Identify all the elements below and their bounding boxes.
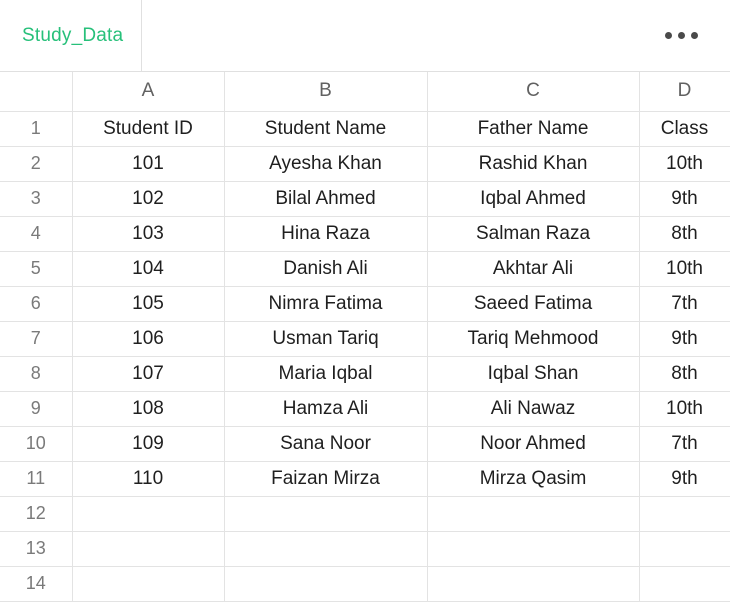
- overflow-dot-3: [691, 32, 698, 39]
- cell-b5[interactable]: Danish Ali: [224, 251, 427, 286]
- cell-c12[interactable]: [427, 496, 639, 531]
- column-header-b[interactable]: B: [224, 72, 427, 111]
- cell-c14[interactable]: [427, 566, 639, 601]
- cell-d9[interactable]: 10th: [639, 391, 730, 426]
- row-header-7[interactable]: 7: [0, 321, 72, 356]
- table-row[interactable]: [0, 391, 730, 426]
- cell-b1[interactable]: Student Name: [224, 111, 427, 146]
- cell-d6[interactable]: 7th: [639, 286, 730, 321]
- table-row[interactable]: [0, 181, 730, 216]
- cell-d2[interactable]: 10th: [639, 146, 730, 181]
- table-row[interactable]: [0, 251, 730, 286]
- cell-c8[interactable]: Iqbal Shan: [427, 356, 639, 391]
- table-row[interactable]: [0, 566, 730, 601]
- grid-scroll-area[interactable]: [0, 72, 730, 607]
- cell-a12[interactable]: [72, 496, 224, 531]
- table-row[interactable]: [0, 426, 730, 461]
- row-header-10[interactable]: 10: [0, 426, 72, 461]
- cell-d12[interactable]: [639, 496, 730, 531]
- row-header-14[interactable]: 14: [0, 566, 72, 601]
- spreadsheet-grid: [0, 72, 730, 602]
- row-header-3[interactable]: 3: [0, 181, 72, 216]
- cell-b2[interactable]: Ayesha Khan: [224, 146, 427, 181]
- cell-b14[interactable]: [224, 566, 427, 601]
- cell-a2[interactable]: 101: [72, 146, 224, 181]
- cell-a4[interactable]: 103: [72, 216, 224, 251]
- cell-b10[interactable]: Sana Noor: [224, 426, 427, 461]
- row-header-8[interactable]: 8: [0, 356, 72, 391]
- cell-c13[interactable]: [427, 531, 639, 566]
- cell-d13[interactable]: [639, 531, 730, 566]
- table-row[interactable]: [0, 496, 730, 531]
- cell-b9[interactable]: Hamza Ali: [224, 391, 427, 426]
- row-header-1[interactable]: 1: [0, 111, 72, 146]
- cell-a10[interactable]: 109: [72, 426, 224, 461]
- top-bar-actions: [659, 26, 730, 45]
- cell-b11[interactable]: Faizan Mirza: [224, 461, 427, 496]
- table-row[interactable]: [0, 321, 730, 356]
- cell-d4[interactable]: 8th: [639, 216, 730, 251]
- overflow-menu-icon[interactable]: [659, 26, 704, 45]
- cell-a3[interactable]: 102: [72, 181, 224, 216]
- row-header-13[interactable]: 13: [0, 531, 72, 566]
- overflow-dot-2: [678, 32, 685, 39]
- table-row[interactable]: [0, 216, 730, 251]
- cell-a1[interactable]: Student ID: [72, 111, 224, 146]
- cell-a11[interactable]: 110: [72, 461, 224, 496]
- column-header-c[interactable]: C: [427, 72, 639, 111]
- sheet-tab[interactable]: [0, 0, 142, 71]
- cell-d5[interactable]: 10th: [639, 251, 730, 286]
- row-header-6[interactable]: 6: [0, 286, 72, 321]
- table-row[interactable]: [0, 356, 730, 391]
- grid-body: [0, 111, 730, 601]
- cell-a6[interactable]: 105: [72, 286, 224, 321]
- column-header-row: [0, 72, 730, 111]
- table-row[interactable]: [0, 461, 730, 496]
- top-bar: [0, 0, 730, 72]
- cell-a5[interactable]: 104: [72, 251, 224, 286]
- cell-b4[interactable]: Hina Raza: [224, 216, 427, 251]
- row-header-9[interactable]: 9: [0, 391, 72, 426]
- cell-c3[interactable]: Iqbal Ahmed: [427, 181, 639, 216]
- row-header-4[interactable]: 4: [0, 216, 72, 251]
- overflow-dot-1: [665, 32, 672, 39]
- cell-d8[interactable]: 8th: [639, 356, 730, 391]
- cell-b8[interactable]: Maria Iqbal: [224, 356, 427, 391]
- cell-c2[interactable]: Rashid Khan: [427, 146, 639, 181]
- table-row[interactable]: [0, 531, 730, 566]
- column-header-a[interactable]: A: [72, 72, 224, 111]
- cell-c7[interactable]: Tariq Mehmood: [427, 321, 639, 356]
- cell-b6[interactable]: Nimra Fatima: [224, 286, 427, 321]
- row-header-11[interactable]: 11: [0, 461, 72, 496]
- cell-d3[interactable]: 9th: [639, 181, 730, 216]
- cell-c6[interactable]: Saeed Fatima: [427, 286, 639, 321]
- cell-c4[interactable]: Salman Raza: [427, 216, 639, 251]
- cell-d7[interactable]: 9th: [639, 321, 730, 356]
- cell-d14[interactable]: [639, 566, 730, 601]
- cell-b12[interactable]: [224, 496, 427, 531]
- cell-c9[interactable]: Ali Nawaz: [427, 391, 639, 426]
- cell-a14[interactable]: [72, 566, 224, 601]
- cell-a8[interactable]: 107: [72, 356, 224, 391]
- cell-c10[interactable]: Noor Ahmed: [427, 426, 639, 461]
- sheet-tab-label: Study_Data: [22, 24, 124, 46]
- row-header-12[interactable]: 12: [0, 496, 72, 531]
- cell-d1[interactable]: Class: [639, 111, 730, 146]
- column-header-d[interactable]: D: [639, 72, 730, 111]
- cell-c11[interactable]: Mirza Qasim: [427, 461, 639, 496]
- cell-a7[interactable]: 106: [72, 321, 224, 356]
- cell-b3[interactable]: Bilal Ahmed: [224, 181, 427, 216]
- cell-a9[interactable]: 108: [72, 391, 224, 426]
- table-row[interactable]: [0, 146, 730, 181]
- grid-corner-cell[interactable]: [0, 72, 72, 111]
- row-header-5[interactable]: 5: [0, 251, 72, 286]
- table-row[interactable]: [0, 286, 730, 321]
- cell-a13[interactable]: [72, 531, 224, 566]
- cell-d11[interactable]: 9th: [639, 461, 730, 496]
- cell-b13[interactable]: [224, 531, 427, 566]
- cell-c1[interactable]: Father Name: [427, 111, 639, 146]
- cell-c5[interactable]: Akhtar Ali: [427, 251, 639, 286]
- table-row[interactable]: [0, 111, 730, 146]
- row-header-2[interactable]: 2: [0, 146, 72, 181]
- cell-b7[interactable]: Usman Tariq: [224, 321, 427, 356]
- cell-d10[interactable]: 7th: [639, 426, 730, 461]
